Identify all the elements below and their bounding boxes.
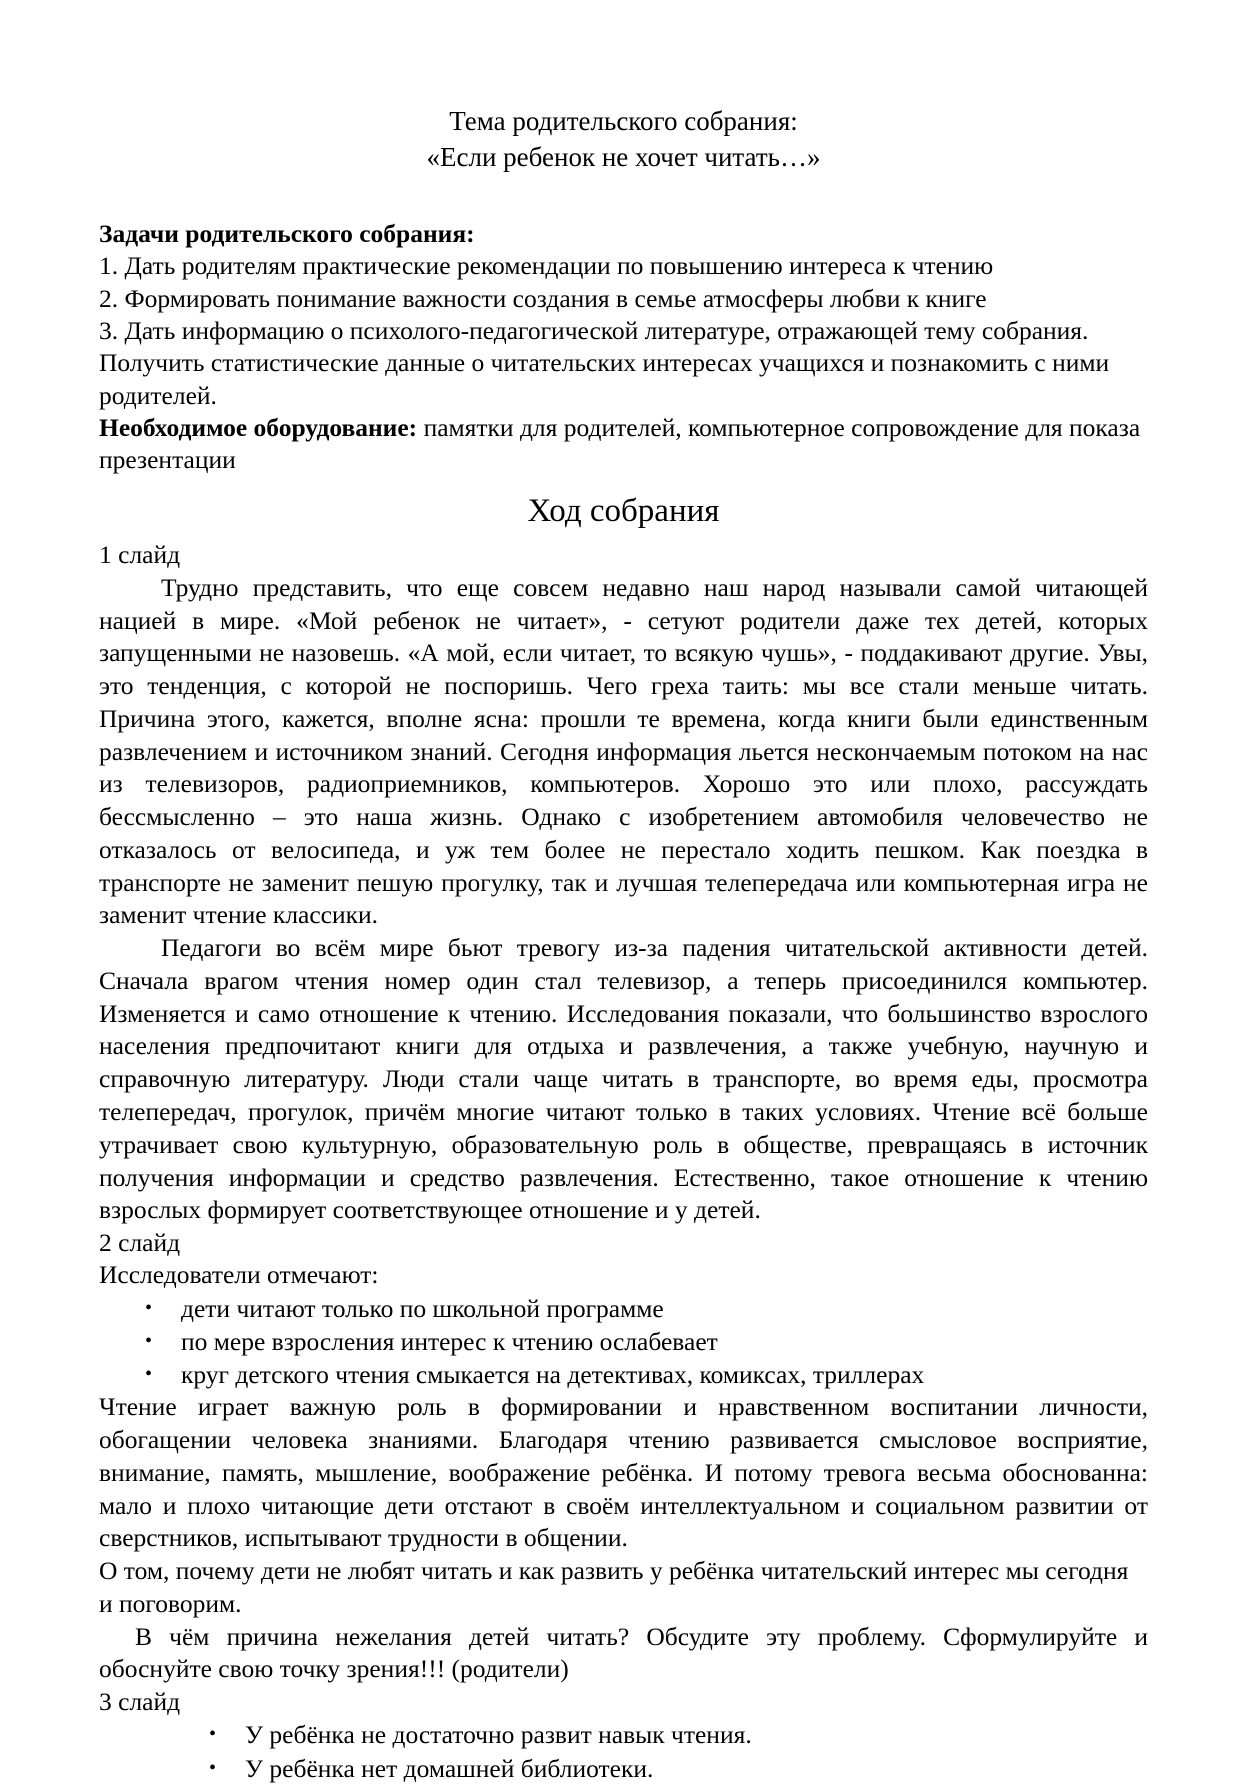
- objectives-closing-line-1: Получить статистические данные о читательских интересах учащихся и познакомить с ними: [99, 348, 1110, 378]
- list-item-label: дети читают только по школьной программе: [181, 1293, 664, 1323]
- slide-1-paragraph-2: Педагоги во всём мире бьют тревогу из-за падения читательской активности детей. Сначала врагом чтения номер один стал телевизор, а теперь присоединился компьютер. Изменяется и само отношение к чтению. Исследования показали, что большинство взрослого населения предпочитают книги для отдыха и развлечения, а также учебную, научную и справочную литературу. Люди стали чаще читать в транспорте, во время еды, просмотра телепередач, прогулок, причём многие читают только в таких условиях. Чтение всё больше утрачивает свою культурную, образовательную роль в обществе, превращаясь в источник получения информации и средство развлечения. Естественно, такое отношение к чтению взрослых формирует соответствующее отношение и у детей.: [99, 933, 1148, 1225]
- equipment-line-2: презентации: [99, 445, 236, 475]
- slide-label-1: 1 слайд: [99, 540, 181, 570]
- slide-3-bullet-list: [209, 1718, 1148, 1784]
- slide-2-paragraph-1: Чтение играет важную роль в формировании и нравственном воспитании личности, обогащении человека знаниями. Благодаря чтению развивается смысловое восприятие, внимание, память, мышление, воображение ребёнка. И потому тревога весьма обоснованна: мало и плохо читающие дети отстают в своём интеллектуальном и социальном развитии от сверстников, испытывают трудности в общении.: [99, 1392, 1148, 1553]
- list-item-label: по мере взросления интерес к чтению ослабевает: [181, 1326, 718, 1356]
- equipment-label: Необходимое оборудование:: [99, 413, 418, 443]
- bullet-dot-icon: •: [209, 1756, 217, 1779]
- list-item-label: У ребёнка нет домашней библиотеки.: [245, 1753, 654, 1783]
- list-item-label: круг детского чтения смыкается на детективах, комиксах, триллерах: [181, 1360, 925, 1390]
- objectives-closing-line-2: родителей.: [99, 380, 217, 410]
- slide-2-bullet-list: [145, 1292, 1148, 1391]
- bullet-dot-icon: •: [145, 1329, 153, 1352]
- bullet-dot-icon: •: [145, 1363, 153, 1386]
- objective-item-3: 3. Дать информацию о психолого-педагогической литературе, отражающей тему собрания.: [99, 315, 1089, 345]
- objective-item-1: 1. Дать родителям практические рекомендации по повышению интереса к чтению: [99, 251, 994, 281]
- list-item: [145, 1292, 1148, 1325]
- document-title-line-1: Тема родительского собрания:: [449, 106, 798, 136]
- slide-2-paragraph-2: О том, почему дети не любят читать и как развить у ребёнка читательский интерес мы сегодня и поговорим.: [99, 1556, 1129, 1618]
- equipment-line-1: [99, 412, 1148, 444]
- slide-1-paragraph-1: Трудно представить, что еще совсем недавно наш народ называли самой читающей нацией в мире. «Мой ребенок не читает», - сетуют родители даже тех детей, которых запущенными не назовешь. «А мой, если читает, то всякую чушь», - поддакивают другие. Увы, это тенденция, с которой не поспоришь. Чего греха таить: мы все стали меньше читать. Причина этого, кажется, вполне ясна: прошли те времена, когда книги были единственным развлечением и источником знаний. Сегодня информация льется нескончаемым потоком на нас из телевизоров, радиоприемников, компьютеров. Хорошо это или плохо, рассуждать бессмысленно – это наша жизнь. Однако с изобретением автомобиля человечество не отказалось от велосипеда, и уж тем более не перестало ходить пешком. Как поездка в транспорте не заменит пешую прогулку, так и лучшая телепередача или компьютерная игра не заменит чтение классики.: [99, 572, 1148, 930]
- list-item: [209, 1718, 1148, 1751]
- section-heading-hod-sobraniya: Ход собрания: [527, 492, 720, 529]
- equipment-value-1: памятки для родителей, компьютерное сопровождение для показа: [417, 413, 1141, 443]
- list-item: [209, 1752, 1148, 1785]
- slide-2-intro: Исследователи отмечают:: [99, 1260, 379, 1290]
- list-item: [145, 1358, 1148, 1391]
- document-title-line-2: «Если ребенок не хочет читать…»: [426, 141, 821, 172]
- slide-2-paragraph-3: В чём причина нежелания детей читать? Обсудите эту проблему. Сформулируйте и обоснуйте свою точку зрения!!! (родители): [99, 1621, 1148, 1684]
- bullet-dot-icon: •: [209, 1723, 217, 1746]
- document-title: [99, 104, 1148, 176]
- slide-label-2: 2 слайд: [99, 1228, 181, 1258]
- slide-label-3: 3 слайд: [99, 1687, 181, 1717]
- list-item: [145, 1325, 1148, 1358]
- list-item-label: У ребёнка не достаточно развит навык чтения.: [245, 1720, 752, 1750]
- bullet-dot-icon: •: [145, 1296, 153, 1319]
- document-body: [99, 104, 1148, 1785]
- objectives-heading: Задачи родительского собрания:: [99, 218, 475, 248]
- objective-item-2: 2. Формировать понимание важности создания в семье атмосферы любви к книге: [99, 283, 987, 313]
